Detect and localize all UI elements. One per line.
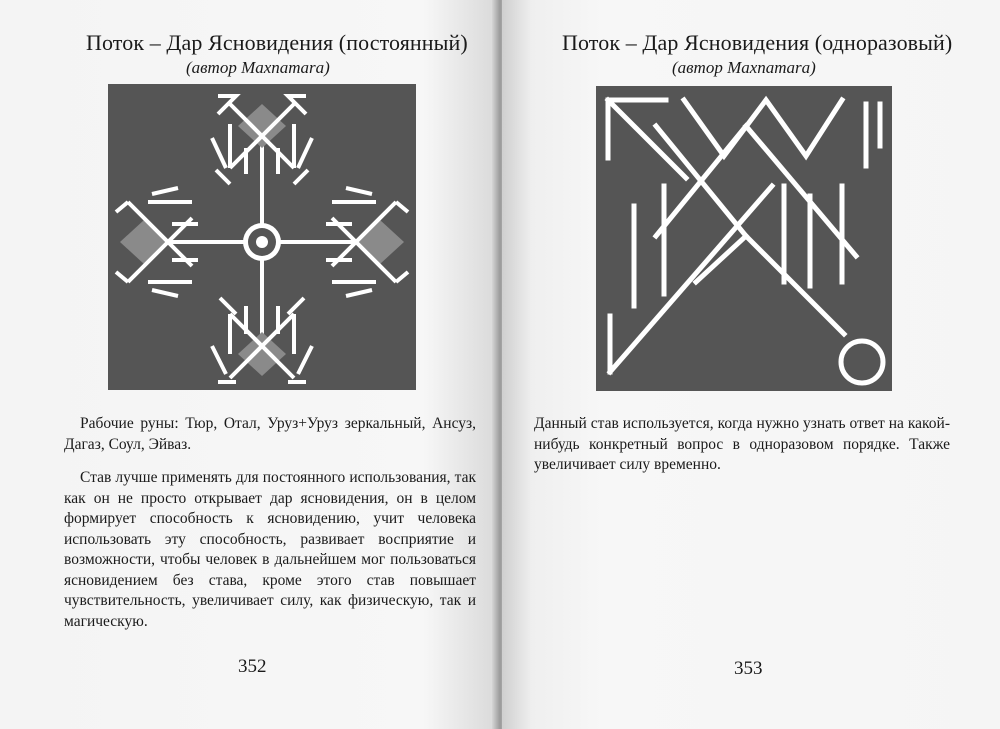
- right-page-title: Поток – Дар Ясновидения (одноразовый): [562, 30, 953, 55]
- constant-rune-figure: [108, 84, 416, 390]
- onetime-rune-svg: [596, 86, 892, 391]
- left-page-author: (автор Maxnamara): [186, 58, 330, 77]
- rune-sun-circle: [841, 341, 883, 383]
- left-page: [0, 0, 498, 729]
- left-runes-paragraph: Рабочие руны: Тюр, Отал, Уруз+Уруз зеркальный, Ансуз, Дагаз, Соул, Эйваз.: [64, 415, 476, 453]
- onetime-rune-figure: [596, 86, 892, 391]
- constant-rune-svg: [108, 84, 416, 390]
- right-body-paragraph: Данный став используется, когда нужно узнать ответ на какой-нибудь конкретный вопрос в одноразовом порядке. Также увеличивает силу временно.: [534, 415, 950, 473]
- right-page: [502, 0, 1000, 729]
- left-page-number: 352: [238, 656, 267, 677]
- right-page-number: 353: [734, 658, 763, 679]
- right-page-author: (автор Maxnamara): [672, 58, 816, 77]
- left-body-paragraph: Став лучше применять для постоянного использования, так как он не просто открывает дар ясновидения, он в целом формирует способность к ясновидению, учит человека использовать эту способность, развивает восприятие и возможности, чтобы человек в дальнейшем мог пользоваться ясновидением без става, кроме этого став повышает чувствительность, увеличивает силу, как физическую, так и магическую.: [64, 469, 476, 630]
- rune-center-dot: [256, 236, 268, 248]
- left-page-title: Поток – Дар Ясновидения (постоянный): [86, 30, 468, 55]
